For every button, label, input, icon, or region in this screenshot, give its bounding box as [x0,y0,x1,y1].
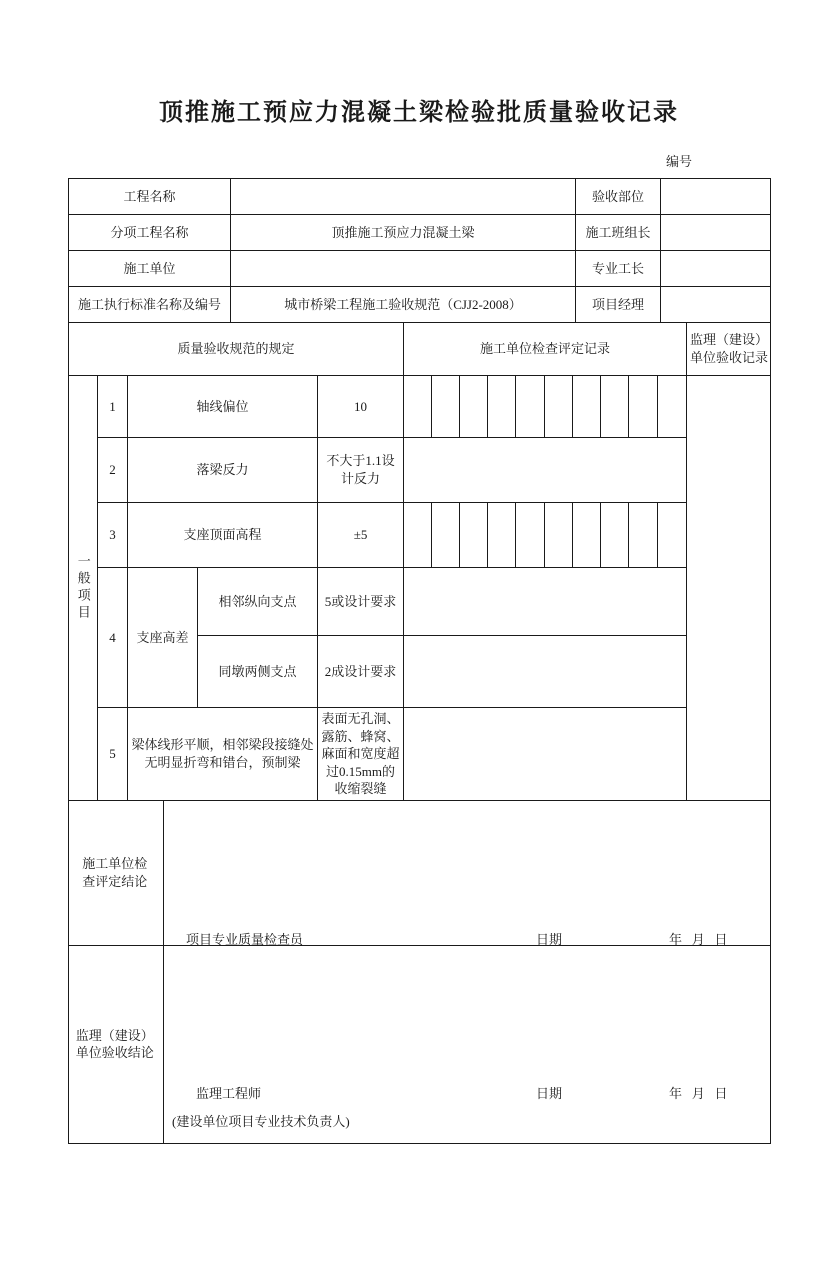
supervision-conclusion-section [68,945,771,1144]
owner-representative-note: (建设单位项目专业技术负责人) [172,1114,350,1130]
item-no: 1 [98,376,128,438]
item-row [69,503,771,568]
record-grid-cell[interactable] [573,376,601,438]
spec-header-right [687,323,771,376]
item-name: 梁体线形平顺，相邻梁段接缝处无明显折弯和错台，预制梁 [128,708,318,801]
record-grid-cell[interactable] [545,376,573,438]
record-grid-cell[interactable] [658,503,687,568]
sub-item-name: 同墩两侧支点 [198,636,318,708]
supervision-conclusion-content[interactable] [164,945,771,1143]
table-row [69,251,771,287]
inspection-items-table [68,375,771,801]
record-grid-cell[interactable] [432,503,460,568]
spec-header-left: 质量验收规范的规定 [69,323,404,376]
item-requirement: 不大于1.1设计反力 [318,438,404,503]
record-grid-cell[interactable] [488,503,516,568]
date-label: 日期 [536,931,563,947]
construction-conclusion-content[interactable] [164,800,771,945]
standard-name-label: 施工执行标准名称及编号 [69,287,231,323]
supervision-conclusion-label-text: 监理（建设）单位验收结论 [75,1027,154,1061]
record-cell[interactable] [404,568,687,636]
standard-name-value: 城市桥梁工程施工验收规范（CJJ2-2008） [231,287,576,323]
quality-inspector-label: 项目专业质量检查员 [186,931,304,947]
record-grid-cell[interactable] [460,376,488,438]
project-name-label: 工程名称 [69,179,231,215]
project-manager-label: 项目经理 [576,287,661,323]
foreman-label: 专业工长 [576,251,661,287]
record-grid-cell[interactable] [601,376,629,438]
record-grid-cell[interactable] [601,503,629,568]
record-grid-cell[interactable] [545,503,573,568]
table-row [69,215,771,251]
project-name-value[interactable] [231,179,576,215]
record-grid-cell[interactable] [432,376,460,438]
spec-header-row [68,322,771,376]
category-strip [69,376,98,801]
project-info-table [68,178,771,323]
record-grid-cell[interactable] [629,376,658,438]
number-label: 编号 [665,154,692,169]
spec-header-middle: 施工单位检查评定记录 [404,323,687,376]
item-no: 4 [98,568,128,708]
record-grid-cell[interactable] [404,376,432,438]
record-grid-cell[interactable] [573,503,601,568]
project-manager-value[interactable] [661,287,771,323]
item-requirement: 表面无孔洞、露筋、蜂窝、麻面和宽度超过0.15mm的收缩裂缝 [318,708,404,801]
item-row [69,568,771,636]
construction-unit-value[interactable] [231,251,576,287]
record-grid-cell[interactable] [516,376,545,438]
item-row [69,376,771,438]
item-row [69,438,771,503]
crew-leader-label: 施工班组长 [576,215,661,251]
record-cell[interactable] [404,438,687,503]
construction-unit-label: 施工单位 [69,251,231,287]
acceptance-part-label: 验收部位 [576,179,661,215]
acceptance-part-value[interactable] [661,179,771,215]
table-row [69,287,771,323]
item-no: 3 [98,503,128,568]
date-placeholder: 年 月 日 [669,931,728,947]
sub-project-value: 顶推施工预应力混凝土梁 [231,215,576,251]
record-cell[interactable] [404,708,687,801]
foreman-value[interactable] [661,251,771,287]
record-cell[interactable] [404,636,687,708]
record-grid-cell[interactable] [488,376,516,438]
spec-header-right-text: 监理（建设）单位验收记录 [690,332,769,365]
supervision-record-cell[interactable] [687,376,771,801]
item-requirement: 10 [318,376,404,438]
construction-conclusion-label-text: 施工单位检查评定结论 [82,856,148,889]
sub-item-name: 相邻纵向支点 [198,568,318,636]
record-grid-cell[interactable] [658,376,687,438]
record-grid-cell[interactable] [460,503,488,568]
record-grid-cell[interactable] [404,503,432,568]
item-name: 支座高差 [128,568,198,708]
table-row [69,179,771,215]
sub-project-label: 分项工程名称 [69,215,231,251]
item-requirement: 2成设计要求 [318,636,404,708]
construction-conclusion-section [68,800,771,946]
item-name: 落梁反力 [128,438,318,503]
category-label: 一般项目 [75,553,91,622]
date-placeholder: 年 月 日 [669,1085,728,1101]
item-name: 轴线偏位 [128,376,318,438]
construction-conclusion-label [69,800,164,945]
item-requirement: ±5 [318,503,404,568]
item-no: 2 [98,438,128,503]
supervising-engineer-label: 监理工程师 [196,1085,262,1101]
item-no: 5 [98,708,128,801]
record-grid-cell[interactable] [629,503,658,568]
date-label: 日期 [536,1085,563,1101]
item-name: 支座顶面高程 [128,503,318,568]
item-requirement: 5或设计要求 [318,568,404,636]
form-document [68,151,770,1144]
page-title: 顶推施工预应力混凝土梁检验批质量验收记录 [159,100,679,126]
crew-leader-value[interactable] [661,215,771,251]
record-grid-cell[interactable] [516,503,545,568]
supervision-conclusion-label [69,945,164,1143]
item-row [69,708,771,801]
